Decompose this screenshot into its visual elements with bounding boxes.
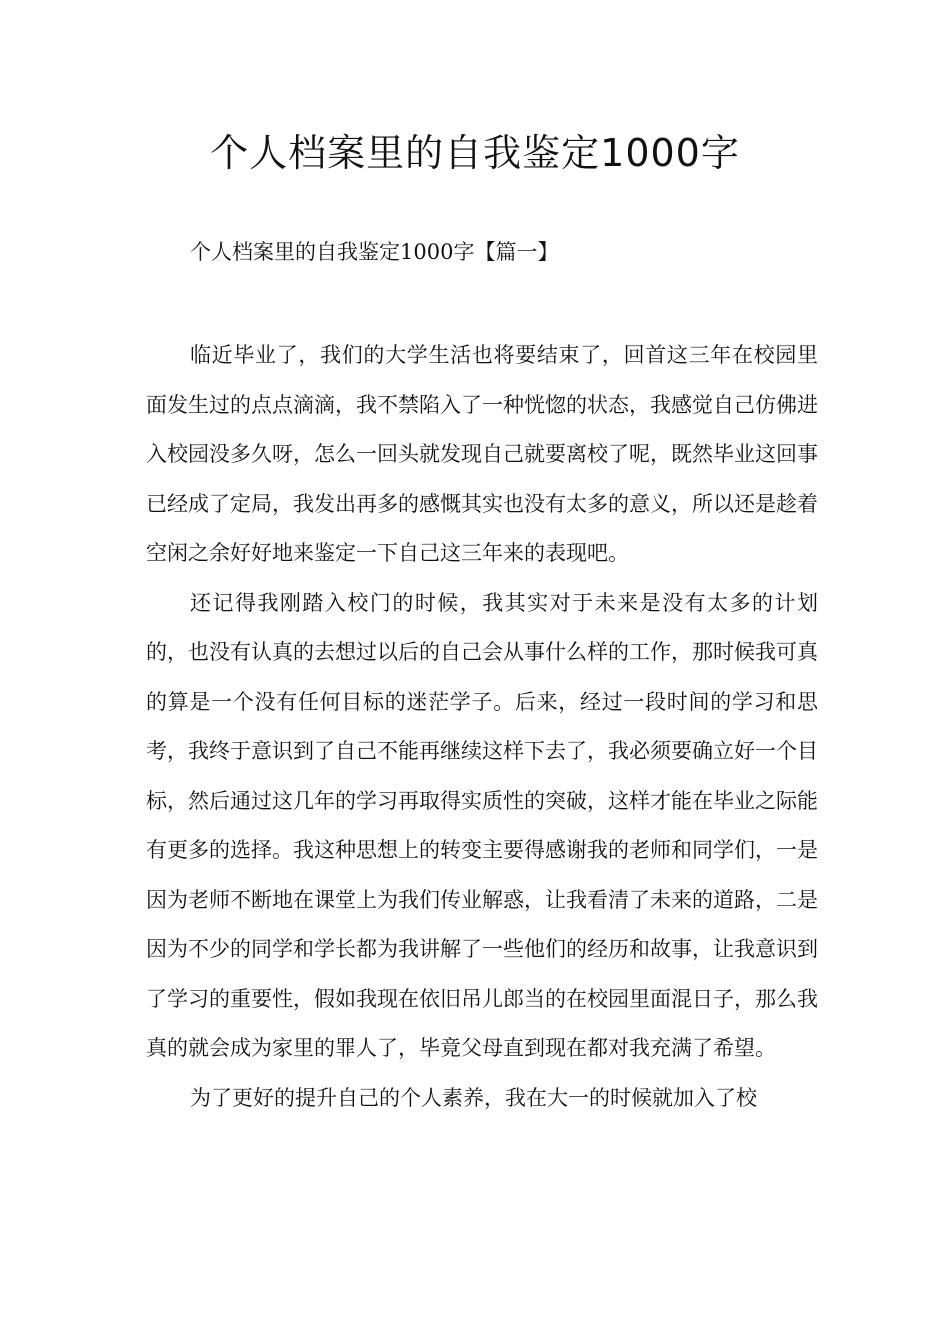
- paragraph-1: 临近毕业了，我们的大学生活也将要结束了，回首这三年在校园里面发生过的点点滴滴，我不禁陷入了一种恍惚的状态，我感觉自己仿佛进入校园没多久呀，怎么一回头就发现自己就要离校了呢，既然毕业这回事已经成了定局，我发出再多的感慨其实也没有太多的意义，所以还是趁着空闲之余好好地来鉴定一下自己这三年来的表现吧。: [146, 343, 818, 565]
- document-title: 个人档案里的自我鉴定1000字: [210, 131, 740, 175]
- body-text: [146, 331, 818, 1123]
- paragraph-3: 为了更好的提升自己的个人素养，我在大一的时候就加入了校: [190, 1085, 757, 1110]
- paragraph-2: 还记得我刚踏入校门的时候，我其实对于未来是没有太多的计划的，也没有认真的去想过以后的自己会从事什么样的工作，那时候我可真的算是一个没有任何目标的迷茫学子。后来，经过一段时间的学习和思考，我终于意识到了自己不能再继续这样下去了，我必须要确立好一个目标，然后通过这几年的学习再取得实质性的突破，这样才能在毕业之际能有更多的选择。我这种思想上的转变主要得感谢我的老师和同学们，一是因为老师不断地在课堂上为我们传业解惑，让我看清了未来的道路，二是因为不少的同学和学长都为我讲解了一些他们的经历和故事，让我意识到了学习的重要性，假如我现在依旧吊儿郎当的在校园里面混日子，那么我真的就会成为家里的罪人了，毕竟父母直到现在都对我充满了希望。: [146, 590, 818, 1060]
- section-heading: 个人档案里的自我鉴定1000字【篇一】: [190, 240, 559, 264]
